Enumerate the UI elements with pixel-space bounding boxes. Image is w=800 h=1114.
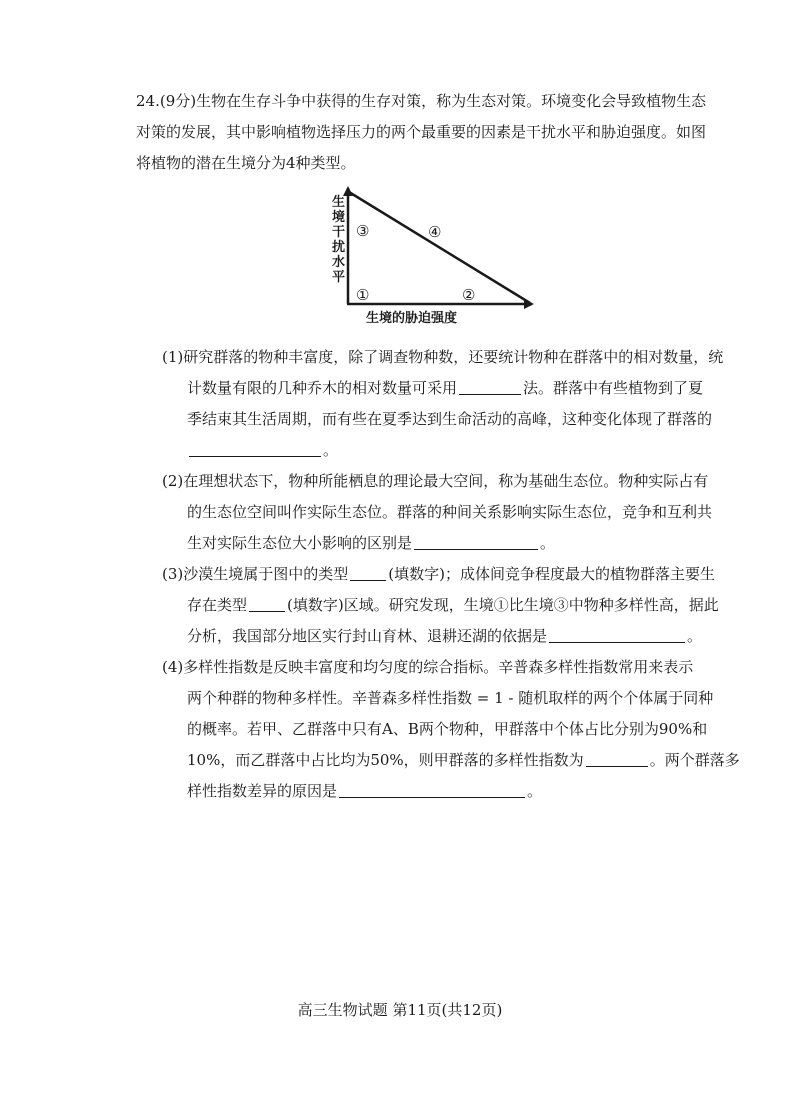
text-line: 分析，我国部分地区实行封山育林、退耕还湖的依据是 [187,627,548,645]
text-line: 存在类型 [187,596,248,614]
question-score: (9分) [159,92,197,110]
region-label-2: ② [462,286,476,304]
text-line: 多样性指数是反映丰富度和均匀度的综合指标。辛普森多样性指数常用来表示 [183,658,694,676]
subquestion-number: (2) [162,472,184,490]
question-number: 24. [136,92,160,110]
subquestion-1 [162,342,723,466]
answer-blank[interactable] [459,380,521,395]
subquestion-2 [162,466,712,559]
text-line: (填数字)区域。研究发现，生境①比生境③中物种多样性高，据此 [287,596,719,614]
answer-blank[interactable] [249,597,285,612]
subquestion-number: (3) [162,565,184,583]
text-line: 10%，而乙群落中占比均为50%，则甲群落的多样性指数为 [187,751,584,769]
text-line: 在理想状态下，物种所能栖息的理论最大空间，称为基础生态位。物种实际占有 [183,472,709,490]
text-line: 。 [527,782,543,800]
intro-line-1: 生物在生存斗争中获得的生存对策，称为生态对策。环境变化会导致植物生态 [196,92,707,110]
subquestion-3 [162,559,719,652]
region-label-1: ① [356,286,370,304]
answer-blank[interactable] [414,535,538,550]
intro-line-2: 对策的发展，其中影响植物选择压力的两个最重要的因素是干扰水平和胁迫强度。如图 [136,123,707,141]
text-line: 研究群落的物种丰富度，除了调查物种数，还要统计物种在群落中的相对数量，统 [183,348,724,366]
subquestion-number: (1) [162,348,184,366]
answer-blank[interactable] [549,628,685,643]
text-line: 。两个群落多 [649,751,740,769]
triangle-hypotenuse [349,192,530,303]
text-line: 样性指数差异的原因是 [187,782,338,800]
x-axis-label: 生境的胁迫强度 [366,311,458,326]
text-line: (填数字)；成体间竞争程度最大的植物群落主要生 [388,565,715,583]
answer-blank[interactable] [189,442,321,457]
region-label-4: ④ [428,223,442,241]
habitat-type-diagram [318,180,548,330]
text-line: 。 [540,534,556,552]
question-24-intro [136,86,706,179]
subquestion-4 [162,652,740,807]
text-line: 季结束其生活周期，而有些在夏季达到生命活动的高峰，这种变化体现了群落的 [187,410,713,428]
text-line: 两个种群的物种多样性。辛普森多样性指数 = 1 - 随机取样的两个个体属于同种 [187,689,714,707]
page-footer: 高三生物试题 第11页(共12页) [297,1001,503,1019]
intro-line-3: 将植物的潜在生境分为4种类型。 [136,154,356,172]
text-line: 沙漠生境属于图中的类型 [183,565,349,583]
answer-blank[interactable] [586,752,648,767]
text-line: 生对实际生态位大小影响的区别是 [187,534,413,552]
text-line: 计数量有限的几种乔木的相对数量可采用 [187,379,458,397]
answer-blank[interactable] [350,566,386,581]
subquestion-number: (4) [162,658,184,676]
text-line: 法。群落中有些植物到了夏 [523,379,704,397]
text-line: 。 [687,627,703,645]
text-line: 。 [323,441,339,459]
text-line: 的生态位空间叫作实际生态位。群落的种间关系影响实际生态位，竞争和互利共 [187,503,713,521]
text-line: 的概率。若甲、乙群落中只有A、B两个物种，甲群落中个体占比分别为90%和 [187,720,708,738]
answer-blank[interactable] [339,783,525,798]
region-label-3: ③ [356,222,370,240]
y-axis-label: 生境干扰水平 [332,195,346,285]
